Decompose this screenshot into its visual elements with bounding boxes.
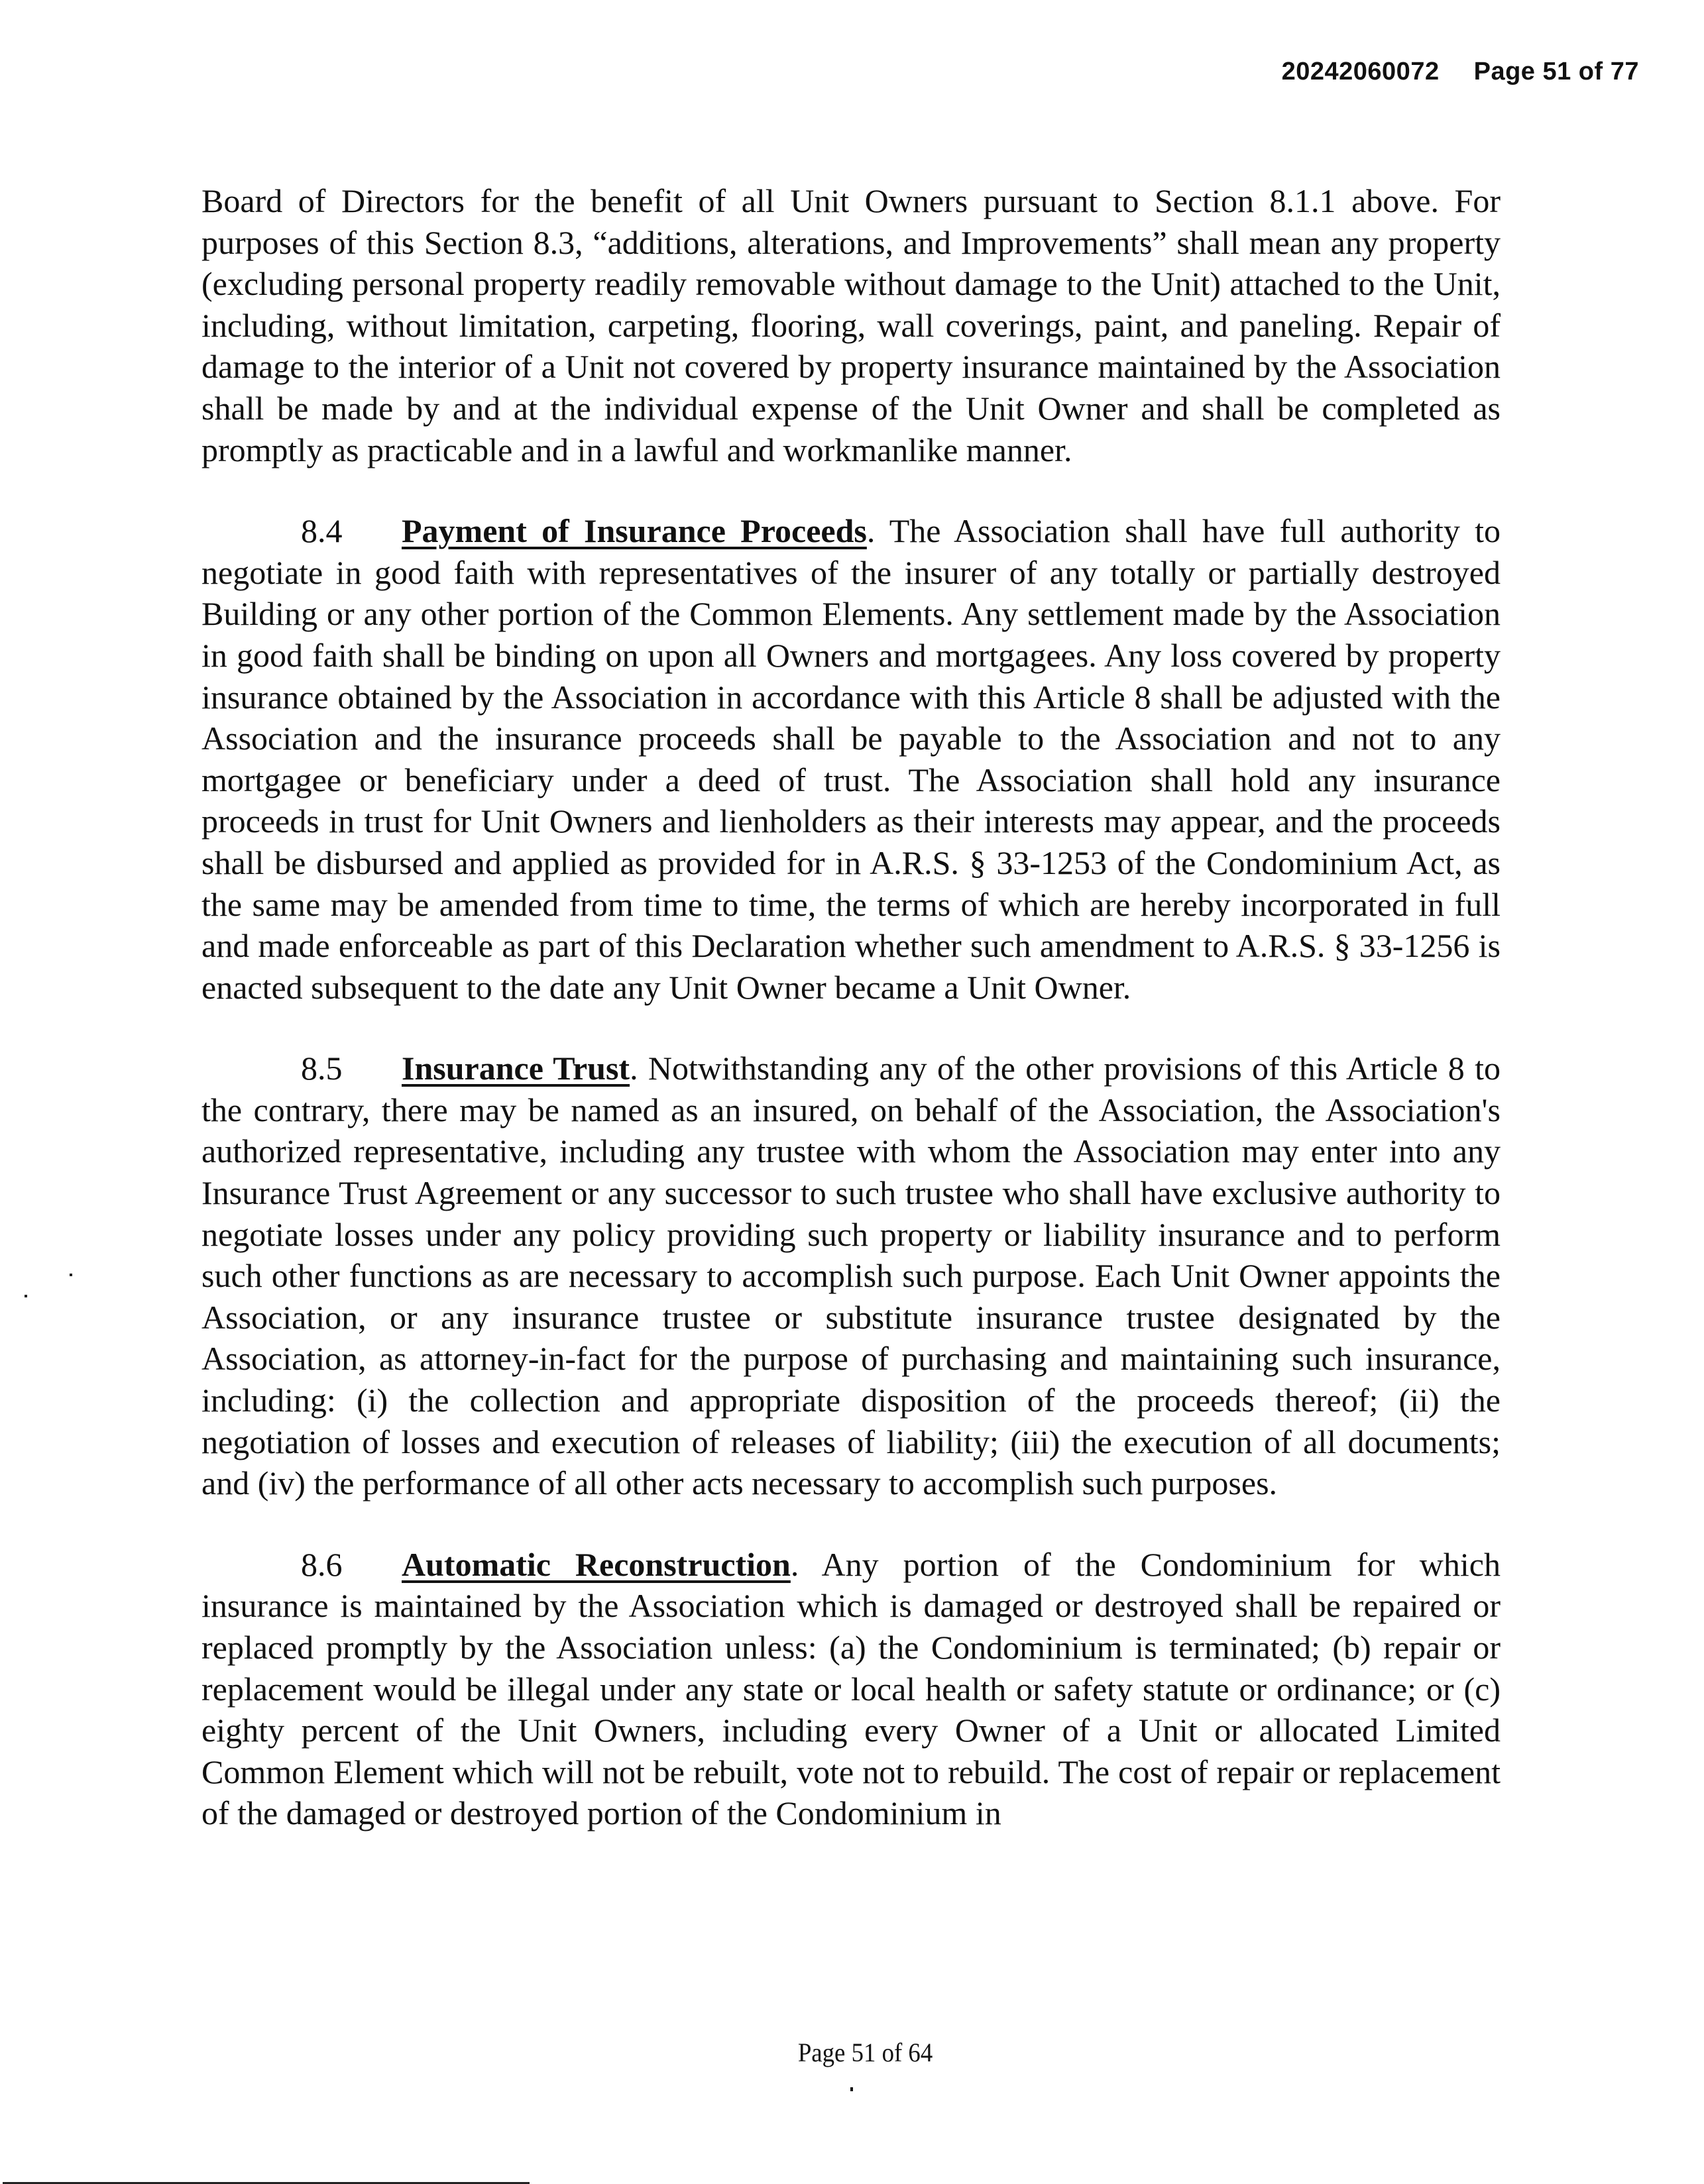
recording-header [1267, 29, 1639, 86]
page-footer [0, 2037, 1704, 2068]
section-number: 8.6 [301, 1545, 343, 1583]
section-number: 8.5 [301, 1050, 343, 1087]
section-title: Payment of Insurance Proceeds [402, 512, 867, 550]
section-number: 8.4 [301, 512, 343, 550]
section-text: . The Association shall have full authority to negotiate in good faith with representatives of the insurer of any totally or partially destroyed Building or any other portion of the Common Elements. Any settlement made by the Association in good faith shall be binding on upon all Owners and mortgagees. Any loss covered by property insurance obtained by the Association in accordance with this Article 8 shall be adjusted with the Association and the insurance proceeds shall be payable to the Association and not to any mortgagee or beneficiary under a deed of trust. The Association shall hold any insurance proceeds in trust for Unit Owners and lienholders as their interests may appear, and the proceeds shall be disbursed and applied as provided for in A.R.S. § 33-1253 of the Condominium Act, as the same may be amended from time to time, the terms of which are hereby incorporated in full and made enforceable as part of this Declaration whether such amendment to A.R.S. § 33-1256 is enacted subsequent to the date any Unit Owner became a Unit Owner. [201, 512, 1501, 1006]
document-number: 20242060072 [1281, 58, 1440, 85]
scan-artifact-dot [70, 1274, 72, 1276]
section-8-5 [201, 1048, 1501, 1504]
recording-page-label: Page 51 of 77 [1473, 58, 1639, 85]
scan-artifact-dot [25, 1295, 27, 1297]
document-body [201, 180, 1501, 1874]
footer-page-label: Page 51 of 64 [797, 2038, 933, 2067]
section-text: . Notwithstanding any of the other provisions of this Article 8 to the contrary, there may be named as an insured, on behalf of the Association, the Association's authorized representative, including any trustee with whom the Association may enter into any Insurance Trust Agreement or any successor to such trustee who shall have exclusive authority to negotiate losses under any policy providing such property or liability insurance and to perform such other functions as are necessary to accomplish such purpose. Each Unit Owner appoints the Association, or any insurance trustee or substitute insurance trustee designated by the Association, as attorney-in-fact for the purpose of purchasing and maintaining such insurance, including: (i) the collection and appropriate disposition of the proceeds thereof; (ii) the negotiation of losses and execution of releases of liability; (iii) the execution of all documents; and (iv) the performance of all other acts necessary to accomplish such purposes. [201, 1050, 1501, 1502]
section-8-6 [201, 1544, 1501, 1834]
section-title: Automatic Reconstruction [402, 1545, 791, 1583]
section-8-4 [201, 510, 1501, 1008]
scan-artifact-dot [850, 2087, 853, 2091]
paragraph-continuation-8-3 [201, 180, 1501, 470]
section-text: . Any portion of the Condominium for which insurance is maintained by the Association which is damaged or destroyed shall be repaired or replaced promptly by the Association unless: (a) the Condominium is terminated; (b) repair or replacement would be illegal under any state or local health or safety statute or ordinance; or (c) eighty percent of the Unit Owners, including every Owner of a Unit or allocated Limited Common Element which will not be rebuilt, vote not to rebuild. The cost of repair or replacement of the damaged or destroyed portion of the Condominium in [201, 1545, 1501, 1832]
paragraph-text: Board of Directors for the benefit of all Unit Owners pursuant to Section 8.1.1 above. For purposes of this Section 8.3, “additions, alterations, and Improvements” shall mean any property (excluding personal property readily removable without damage to the Unit) attached to the Unit, including, without limitation, carpeting, flooring, wall coverings, paint, and paneling. Repair of damage to the interior of a Unit not covered by property insurance maintained by the Association shall be made by and at the individual expense of the Unit Owner and shall be completed as promptly as practicable and in a lawful and workmanlike manner. [201, 182, 1501, 468]
section-title: Insurance Trust [402, 1050, 630, 1087]
